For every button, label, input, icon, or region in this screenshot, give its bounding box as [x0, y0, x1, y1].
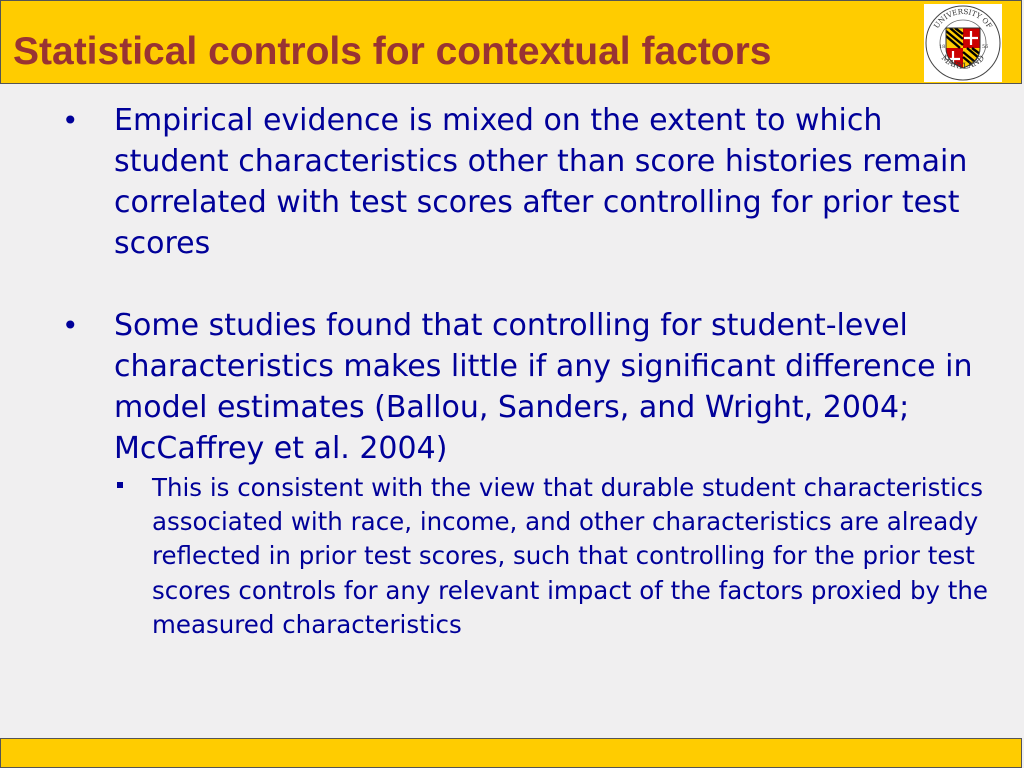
square-bullet-icon: [117, 482, 123, 488]
svg-text:UNIVERSITY OF: UNIVERSITY OF: [931, 6, 995, 30]
university-of-maryland-logo: [924, 4, 1002, 82]
bullet-text: Empirical evidence is mixed on the extent to which student characteristics other than score histories remain correlated with test scores after controlling for prior test scores: [114, 103, 968, 261]
university-seal-icon: [924, 4, 1002, 82]
bullet-dot-icon: •: [62, 104, 79, 137]
bullet-item-evidence: [58, 100, 998, 264]
sub-bullet-item-consistent: [114, 471, 998, 642]
bullet-item-studies: [58, 305, 998, 642]
sub-bullet-text: This is consistent with the view that durable student characteristics associated with race, income, and other characteristics are already reflected in prior test scores, such that controlling for the prior test scores controls for any relevant impact of the factors proxied by the measured characteristics: [152, 473, 989, 639]
bullet-list: [58, 100, 998, 642]
title-bar: [0, 0, 1022, 84]
slide-title: Statistical controls for contextual factors: [13, 30, 772, 73]
footer-bar: [0, 738, 1022, 768]
svg-text:MARYLAND: MARYLAND: [939, 53, 987, 71]
svg-text:56: 56: [982, 44, 989, 50]
svg-text:18: 18: [939, 44, 946, 50]
bullet-dot-icon: •: [62, 309, 79, 342]
bullet-text: Some studies found that controlling for student-level characteristics makes little if any significant difference in model estimates (Ballou, Sanders, and Wright, 2004; McCaffrey et al. 2004): [114, 308, 973, 466]
sub-bullet-list: [114, 471, 998, 642]
